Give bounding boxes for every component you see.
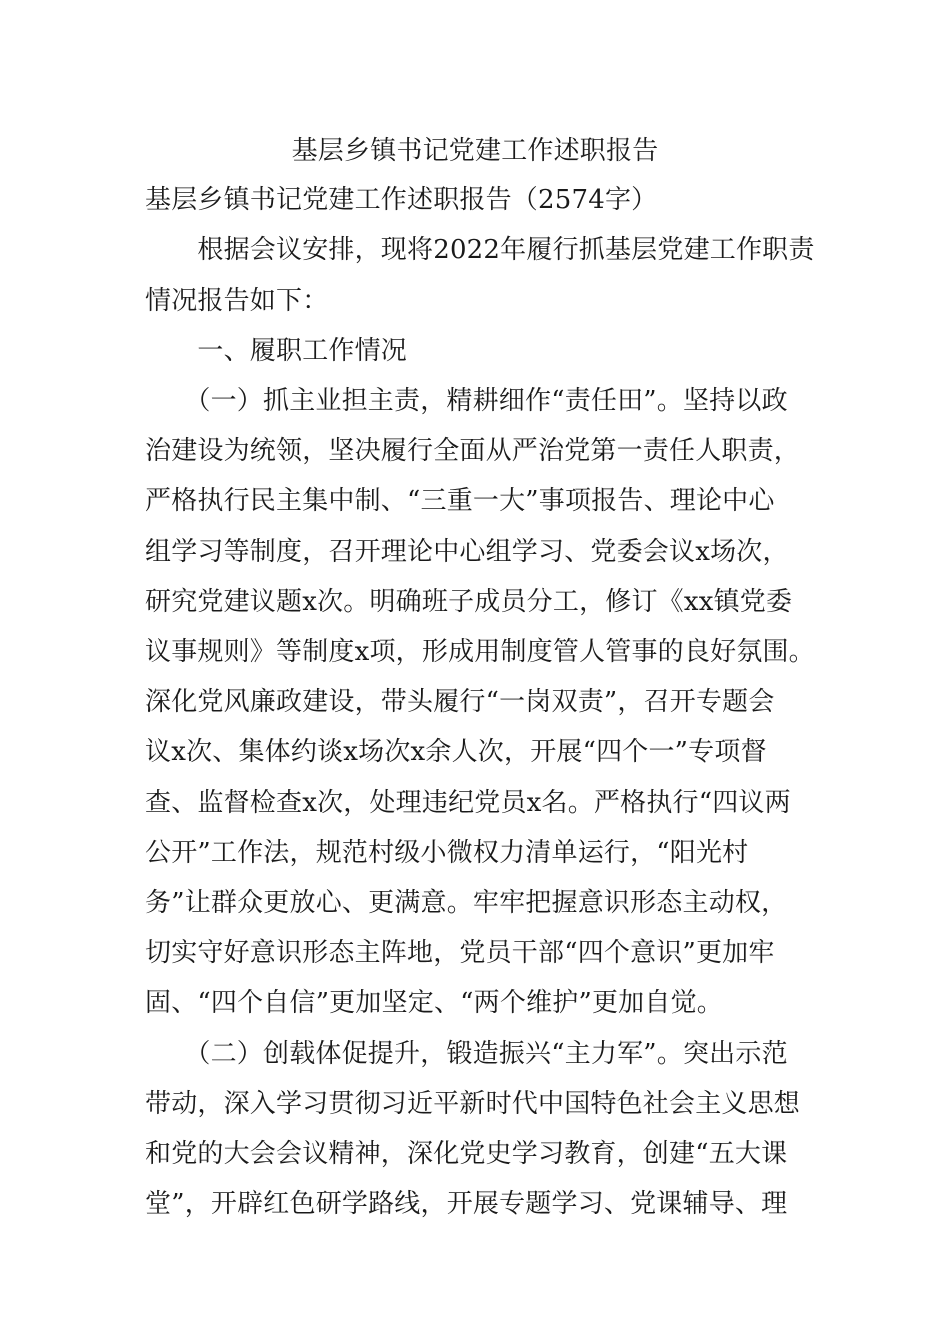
paragraph-line: （一）抓主业担主责，精耕细作“责任田”。坚持以政	[145, 386, 788, 416]
paragraph-line: 公开”工作法，规范村级小微权力清单运行，“阳光村	[145, 838, 749, 868]
paragraph-line: 带动，深入学习贯彻习近平新时代中国特色社会主义思想	[145, 1089, 801, 1119]
paragraph-line: 情况报告如下：	[145, 286, 329, 316]
paragraph-line: 切实守好意识形态主阵地，党员干部“四个意识”更加牢	[145, 938, 775, 968]
document-subtitle: 基层乡镇书记党建工作述职报告（2574字）	[145, 185, 658, 215]
paragraph-line: 务”让群众更放心、更满意。牢牢把握意识形态主动权，	[145, 888, 788, 918]
paragraph-line: 深化党风廉政建设，带头履行“一岗双责”，召开专题会	[145, 687, 775, 717]
paragraph-line: 严格执行民主集中制、“三重一大”事项报告、理论中心	[145, 486, 775, 516]
paragraph-line: 研究党建议题x次。明确班子成员分工，修订《xx镇党委	[145, 587, 793, 617]
paragraph-line: （二）创载体促提升，锻造振兴“主力军”。突出示范	[145, 1039, 788, 1069]
paragraph-line: 治建设为统领，坚决履行全面从严治党第一责任人职责，	[145, 436, 801, 466]
paragraph-line: 根据会议安排，现将2022年履行抓基层党建工作职责	[145, 235, 815, 265]
paragraph-line: 和党的大会会议精神，深化党史学习教育，创建“五大课	[145, 1139, 788, 1169]
section-heading: 一、履职工作情况	[145, 336, 408, 366]
paragraph-line: 固、“四个自信”更加坚定、“两个维护”更加自觉。	[145, 988, 723, 1018]
paragraph-line: 堂”，开辟红色研学路线，开展专题学习、党课辅导、理	[145, 1189, 788, 1219]
document-title: 基层乡镇书记党建工作述职报告	[291, 136, 659, 166]
paragraph-line: 议事规则》等制度x项，形成用制度管人管事的良好氛围。	[145, 637, 815, 667]
paragraph-line: 组学习等制度，召开理论中心组学习、党委会议x场次，	[145, 537, 789, 567]
paragraph-line: 查、监督检查x次，处理违纪党员x名。严格执行“四议两	[145, 788, 791, 818]
paragraph-line: 议x次、集体约谈x场次x余人次，开展“四个一”专项督	[145, 737, 767, 767]
